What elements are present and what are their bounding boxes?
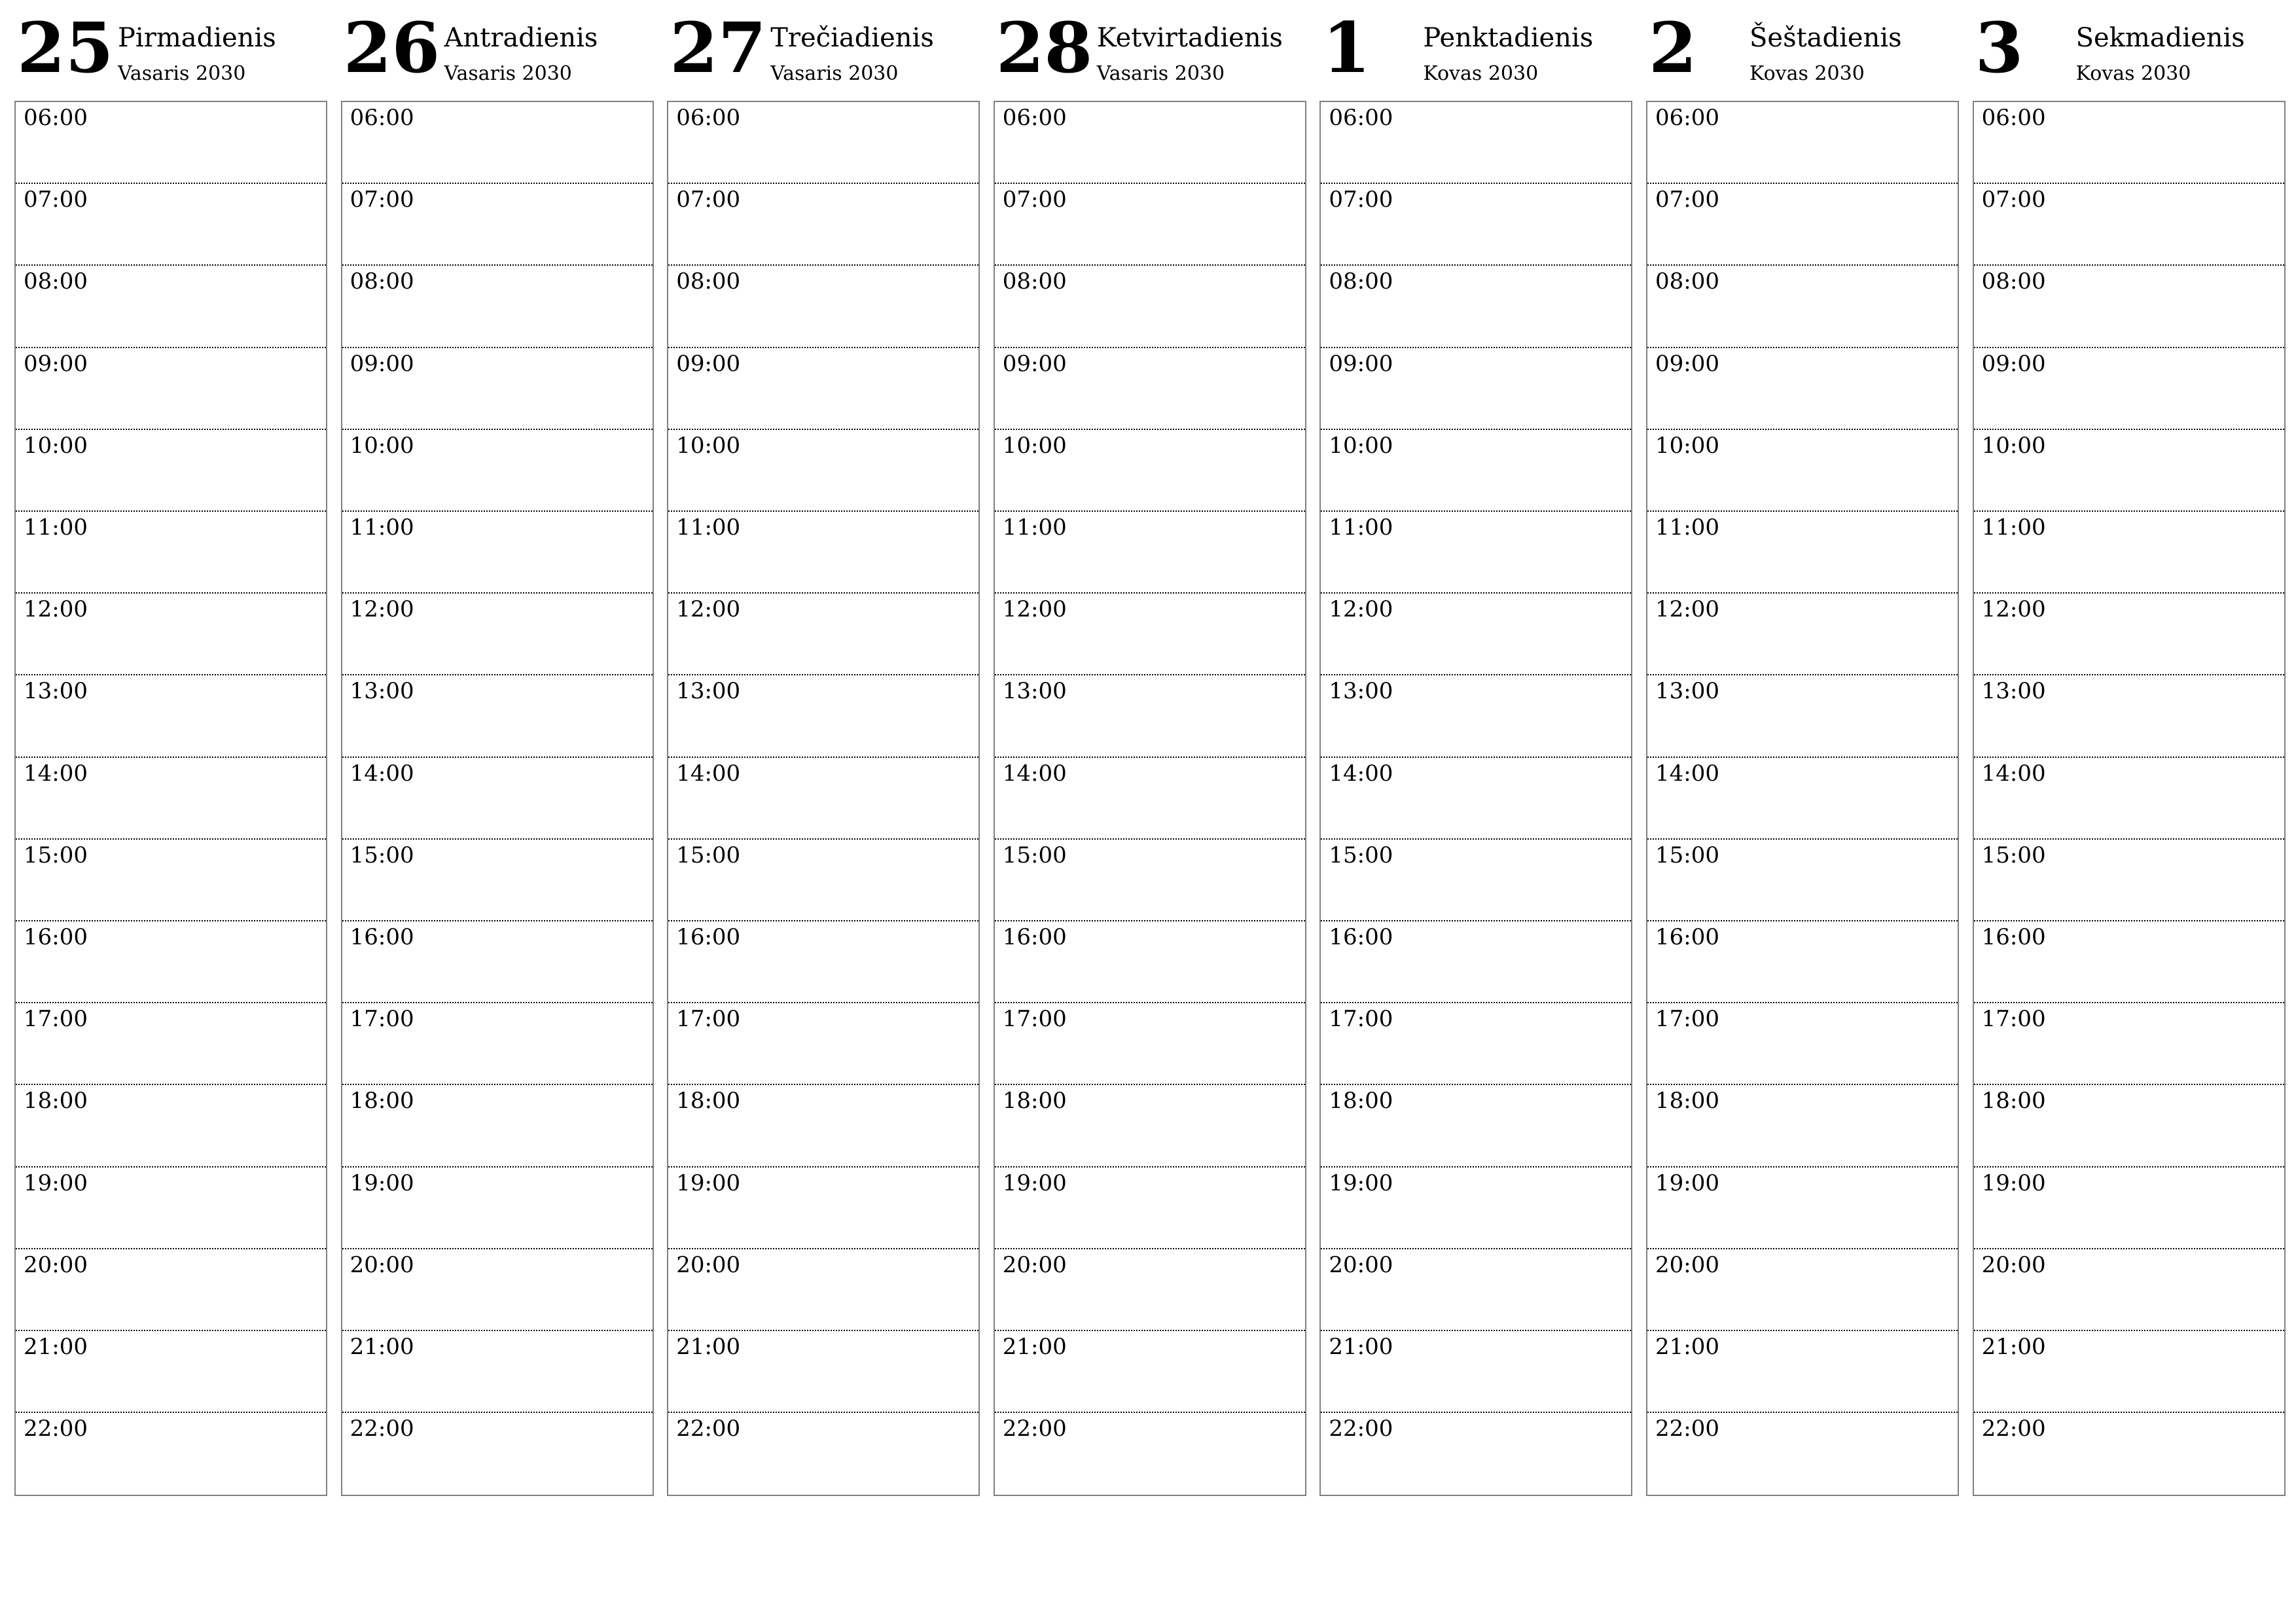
time-slot[interactable] bbox=[995, 348, 1305, 430]
time-label: 12:00 bbox=[1002, 596, 1067, 623]
time-label: 16:00 bbox=[1329, 924, 1393, 950]
time-slot[interactable] bbox=[1974, 1331, 2284, 1413]
time-slot[interactable] bbox=[1321, 675, 1631, 757]
time-slot[interactable] bbox=[16, 266, 326, 348]
time-slot[interactable] bbox=[995, 921, 1305, 1003]
time-label: 17:00 bbox=[1002, 1006, 1067, 1033]
time-slot[interactable] bbox=[668, 921, 978, 1003]
time-slot[interactable] bbox=[668, 1249, 978, 1331]
day-schedule-box bbox=[667, 101, 980, 1496]
time-slot[interactable] bbox=[342, 1168, 653, 1249]
time-label: 19:00 bbox=[1002, 1169, 1067, 1196]
time-slot[interactable] bbox=[1321, 1168, 1631, 1249]
time-label: 22:00 bbox=[24, 1416, 88, 1442]
time-label: 10:00 bbox=[676, 432, 741, 459]
time-label: 09:00 bbox=[1981, 350, 2046, 377]
time-label: 13:00 bbox=[1655, 678, 1719, 705]
time-slot[interactable] bbox=[1321, 921, 1631, 1003]
day-number: 28 bbox=[996, 7, 1093, 88]
time-slot[interactable] bbox=[16, 1085, 326, 1167]
time-label: 20:00 bbox=[1981, 1251, 2046, 1278]
time-slot[interactable] bbox=[1974, 840, 2284, 921]
time-slot[interactable] bbox=[16, 430, 326, 512]
day-number: 2 bbox=[1649, 7, 1697, 88]
time-label: 11:00 bbox=[1002, 514, 1067, 541]
time-label: 06:00 bbox=[1981, 105, 2046, 131]
month-year-label: Kovas 2030 bbox=[1423, 62, 1539, 85]
time-slot[interactable] bbox=[342, 1085, 653, 1167]
time-label: 21:00 bbox=[1329, 1334, 1393, 1360]
time-slot[interactable] bbox=[1647, 840, 1958, 921]
time-label: 09:00 bbox=[676, 350, 741, 377]
time-slot[interactable] bbox=[16, 1168, 326, 1249]
time-label: 15:00 bbox=[676, 842, 741, 868]
time-slot[interactable] bbox=[342, 348, 653, 430]
time-label: 20:00 bbox=[350, 1251, 414, 1278]
time-slot[interactable] bbox=[1974, 675, 2284, 757]
time-label: 09:00 bbox=[350, 350, 414, 377]
weekday-name: Antradienis bbox=[444, 23, 598, 53]
time-label: 12:00 bbox=[1329, 596, 1393, 623]
time-slot[interactable] bbox=[668, 512, 978, 594]
time-label: 21:00 bbox=[1002, 1334, 1067, 1360]
time-label: 09:00 bbox=[1002, 350, 1067, 377]
time-label: 13:00 bbox=[676, 678, 741, 705]
day-schedule-box bbox=[341, 101, 654, 1496]
day-header bbox=[1973, 0, 2286, 98]
time-slot[interactable] bbox=[1974, 758, 2284, 840]
time-slot[interactable] bbox=[995, 102, 1305, 184]
time-slot[interactable] bbox=[668, 594, 978, 675]
time-slot[interactable] bbox=[1647, 1413, 1958, 1493]
time-label: 22:00 bbox=[1002, 1416, 1067, 1442]
time-slot[interactable] bbox=[1647, 594, 1958, 675]
day-number: 1 bbox=[1322, 7, 1371, 88]
time-slot[interactable] bbox=[1974, 184, 2284, 266]
time-slot[interactable] bbox=[1321, 266, 1631, 348]
time-slot[interactable] bbox=[1321, 1331, 1631, 1413]
time-slot[interactable] bbox=[1647, 266, 1958, 348]
weekday-name: Šeštadienis bbox=[1749, 23, 1902, 53]
time-slot[interactable] bbox=[1321, 1413, 1631, 1493]
time-slot[interactable] bbox=[995, 266, 1305, 348]
time-slot[interactable] bbox=[1321, 430, 1631, 512]
time-slot[interactable] bbox=[1647, 1003, 1958, 1085]
time-label: 17:00 bbox=[676, 1006, 741, 1033]
time-label: 15:00 bbox=[350, 842, 414, 868]
time-label: 06:00 bbox=[350, 105, 414, 131]
time-label: 21:00 bbox=[350, 1334, 414, 1360]
time-slot[interactable] bbox=[1974, 1003, 2284, 1085]
time-label: 12:00 bbox=[676, 596, 741, 623]
time-label: 13:00 bbox=[1002, 678, 1067, 705]
time-slot[interactable] bbox=[1321, 184, 1631, 266]
time-slot[interactable] bbox=[1974, 1085, 2284, 1167]
time-slot[interactable] bbox=[1974, 266, 2284, 348]
time-label: 13:00 bbox=[24, 678, 88, 705]
time-label: 09:00 bbox=[24, 350, 88, 377]
day-schedule-box bbox=[14, 101, 327, 1496]
time-slot[interactable] bbox=[342, 758, 653, 840]
time-label: 06:00 bbox=[24, 105, 88, 131]
time-slot[interactable] bbox=[1321, 1249, 1631, 1331]
time-label: 20:00 bbox=[1655, 1251, 1719, 1278]
time-label: 22:00 bbox=[350, 1416, 414, 1442]
time-label: 22:00 bbox=[1655, 1416, 1719, 1442]
time-slot[interactable] bbox=[668, 348, 978, 430]
time-label: 08:00 bbox=[1002, 268, 1067, 295]
time-slot[interactable] bbox=[1647, 921, 1958, 1003]
time-slot[interactable] bbox=[1647, 430, 1958, 512]
time-label: 19:00 bbox=[676, 1169, 741, 1196]
day-header bbox=[341, 0, 654, 98]
time-slot[interactable] bbox=[995, 1413, 1305, 1493]
time-slot[interactable] bbox=[995, 1331, 1305, 1413]
day-number: 26 bbox=[343, 7, 440, 88]
time-label: 09:00 bbox=[1329, 350, 1393, 377]
time-slot[interactable] bbox=[342, 1249, 653, 1331]
time-label: 21:00 bbox=[1655, 1334, 1719, 1360]
time-slot[interactable] bbox=[342, 512, 653, 594]
time-slot[interactable] bbox=[1321, 102, 1631, 184]
day-header bbox=[994, 0, 1306, 98]
time-slot[interactable] bbox=[342, 102, 653, 184]
time-slot[interactable] bbox=[668, 675, 978, 757]
time-slot[interactable] bbox=[342, 1003, 653, 1085]
time-label: 19:00 bbox=[350, 1169, 414, 1196]
time-slot[interactable] bbox=[1974, 921, 2284, 1003]
month-year-label: Vasaris 2030 bbox=[770, 62, 899, 85]
time-label: 20:00 bbox=[24, 1251, 88, 1278]
time-slot[interactable] bbox=[1321, 840, 1631, 921]
time-label: 22:00 bbox=[676, 1416, 741, 1442]
time-slot[interactable] bbox=[342, 921, 653, 1003]
time-slot[interactable] bbox=[668, 1003, 978, 1085]
time-slot[interactable] bbox=[1321, 758, 1631, 840]
time-slot[interactable] bbox=[16, 1413, 326, 1493]
time-slot[interactable] bbox=[995, 1085, 1305, 1167]
time-label: 10:00 bbox=[1002, 432, 1067, 459]
day-header bbox=[667, 0, 980, 98]
time-slot[interactable] bbox=[1974, 594, 2284, 675]
time-slot[interactable] bbox=[1647, 512, 1958, 594]
day-schedule-box bbox=[1973, 101, 2286, 1496]
time-label: 17:00 bbox=[1329, 1006, 1393, 1033]
day-schedule-box bbox=[1319, 101, 1632, 1496]
time-slot[interactable] bbox=[16, 1331, 326, 1413]
time-slot[interactable] bbox=[1321, 512, 1631, 594]
day-header bbox=[1319, 0, 1632, 98]
time-label: 10:00 bbox=[1655, 432, 1719, 459]
month-year-label: Kovas 2030 bbox=[2075, 62, 2191, 85]
weekday-name: Ketvirtadienis bbox=[1096, 23, 1283, 53]
time-slot[interactable] bbox=[668, 840, 978, 921]
time-label: 18:00 bbox=[350, 1088, 414, 1115]
time-slot[interactable] bbox=[16, 102, 326, 184]
time-label: 14:00 bbox=[24, 760, 88, 787]
time-label: 16:00 bbox=[24, 924, 88, 950]
time-label: 11:00 bbox=[24, 514, 88, 541]
time-label: 21:00 bbox=[24, 1334, 88, 1360]
day-number: 27 bbox=[670, 7, 766, 88]
time-label: 16:00 bbox=[1002, 924, 1067, 950]
time-slot[interactable] bbox=[342, 430, 653, 512]
time-label: 16:00 bbox=[676, 924, 741, 950]
time-slot[interactable] bbox=[995, 184, 1305, 266]
time-slot[interactable] bbox=[995, 1003, 1305, 1085]
time-slot[interactable] bbox=[668, 430, 978, 512]
day-schedule-box bbox=[994, 101, 1306, 1496]
time-label: 19:00 bbox=[1655, 1169, 1719, 1196]
time-slot[interactable] bbox=[1647, 1085, 1958, 1167]
time-label: 13:00 bbox=[350, 678, 414, 705]
day-number: 3 bbox=[1975, 7, 2024, 88]
time-slot[interactable] bbox=[1974, 348, 2284, 430]
time-slot[interactable] bbox=[342, 594, 653, 675]
time-label: 07:00 bbox=[350, 187, 414, 213]
time-label: 16:00 bbox=[350, 924, 414, 950]
time-label: 17:00 bbox=[350, 1006, 414, 1033]
month-year-label: Vasaris 2030 bbox=[444, 62, 572, 85]
time-label: 14:00 bbox=[1002, 760, 1067, 787]
time-slot[interactable] bbox=[668, 184, 978, 266]
time-label: 11:00 bbox=[1981, 514, 2046, 541]
time-label: 10:00 bbox=[1981, 432, 2046, 459]
time-label: 17:00 bbox=[1981, 1006, 2046, 1033]
time-label: 06:00 bbox=[1329, 105, 1393, 131]
weekday-name: Sekmadienis bbox=[2075, 23, 2245, 53]
time-slot[interactable] bbox=[1321, 1003, 1631, 1085]
time-label: 14:00 bbox=[350, 760, 414, 787]
time-slot[interactable] bbox=[16, 348, 326, 430]
time-label: 12:00 bbox=[24, 596, 88, 623]
time-label: 11:00 bbox=[676, 514, 741, 541]
time-label: 10:00 bbox=[24, 432, 88, 459]
time-label: 11:00 bbox=[1655, 514, 1719, 541]
time-label: 20:00 bbox=[676, 1251, 741, 1278]
time-label: 08:00 bbox=[676, 268, 741, 295]
time-slot[interactable] bbox=[16, 1003, 326, 1085]
time-slot[interactable] bbox=[16, 1249, 326, 1331]
time-slot[interactable] bbox=[342, 1331, 653, 1413]
time-slot[interactable] bbox=[995, 675, 1305, 757]
time-label: 15:00 bbox=[1002, 842, 1067, 868]
time-label: 12:00 bbox=[1981, 596, 2046, 623]
time-label: 15:00 bbox=[1981, 842, 2046, 868]
time-label: 14:00 bbox=[676, 760, 741, 787]
time-label: 15:00 bbox=[1329, 842, 1393, 868]
time-slot[interactable] bbox=[668, 266, 978, 348]
month-year-label: Vasaris 2030 bbox=[118, 62, 246, 85]
time-label: 10:00 bbox=[1329, 432, 1393, 459]
time-slot[interactable] bbox=[1321, 348, 1631, 430]
time-slot[interactable] bbox=[1647, 102, 1958, 184]
time-slot[interactable] bbox=[995, 594, 1305, 675]
time-slot[interactable] bbox=[1647, 1331, 1958, 1413]
day-number: 25 bbox=[17, 7, 114, 88]
time-label: 07:00 bbox=[1981, 187, 2046, 213]
time-label: 11:00 bbox=[350, 514, 414, 541]
time-slot[interactable] bbox=[668, 1168, 978, 1249]
time-label: 14:00 bbox=[1655, 760, 1719, 787]
time-label: 08:00 bbox=[350, 268, 414, 295]
time-slot[interactable] bbox=[1647, 758, 1958, 840]
time-slot[interactable] bbox=[16, 675, 326, 757]
time-slot[interactable] bbox=[1321, 594, 1631, 675]
time-label: 18:00 bbox=[1329, 1088, 1393, 1115]
time-slot[interactable] bbox=[16, 840, 326, 921]
time-label: 19:00 bbox=[1981, 1169, 2046, 1196]
time-label: 13:00 bbox=[1981, 678, 2046, 705]
time-slot[interactable] bbox=[1647, 1168, 1958, 1249]
time-slot[interactable] bbox=[668, 102, 978, 184]
time-label: 17:00 bbox=[24, 1006, 88, 1033]
time-slot[interactable] bbox=[1974, 512, 2284, 594]
time-label: 18:00 bbox=[24, 1088, 88, 1115]
time-slot[interactable] bbox=[16, 921, 326, 1003]
time-slot[interactable] bbox=[1321, 1085, 1631, 1167]
time-slot[interactable] bbox=[1647, 348, 1958, 430]
time-slot[interactable] bbox=[16, 758, 326, 840]
time-label: 08:00 bbox=[1329, 268, 1393, 295]
time-label: 15:00 bbox=[24, 842, 88, 868]
time-label: 13:00 bbox=[1329, 678, 1393, 705]
time-label: 21:00 bbox=[1981, 1334, 2046, 1360]
time-slot[interactable] bbox=[668, 758, 978, 840]
time-slot[interactable] bbox=[1974, 1168, 2284, 1249]
time-label: 12:00 bbox=[350, 596, 414, 623]
time-label: 20:00 bbox=[1329, 1251, 1393, 1278]
time-label: 18:00 bbox=[1002, 1088, 1067, 1115]
time-slot[interactable] bbox=[1974, 102, 2284, 184]
weekday-name: Penktadienis bbox=[1423, 23, 1594, 53]
time-label: 07:00 bbox=[24, 187, 88, 213]
time-label: 16:00 bbox=[1981, 924, 2046, 950]
time-label: 22:00 bbox=[1329, 1416, 1393, 1442]
time-slot[interactable] bbox=[1647, 1249, 1958, 1331]
time-label: 16:00 bbox=[1655, 924, 1719, 950]
time-label: 09:00 bbox=[1655, 350, 1719, 377]
time-label: 11:00 bbox=[1329, 514, 1393, 541]
time-label: 22:00 bbox=[1981, 1416, 2046, 1442]
time-label: 06:00 bbox=[1655, 105, 1719, 131]
time-label: 07:00 bbox=[1002, 187, 1067, 213]
time-label: 20:00 bbox=[1002, 1251, 1067, 1278]
day-schedule-box bbox=[1646, 101, 1959, 1496]
weekday-name: Pirmadienis bbox=[118, 23, 276, 53]
time-label: 06:00 bbox=[1002, 105, 1067, 131]
time-slot[interactable] bbox=[16, 184, 326, 266]
time-slot[interactable] bbox=[16, 594, 326, 675]
time-slot[interactable] bbox=[1974, 1249, 2284, 1331]
time-slot[interactable] bbox=[342, 1413, 653, 1493]
month-year-label: Vasaris 2030 bbox=[1096, 62, 1225, 85]
time-slot[interactable] bbox=[668, 1331, 978, 1413]
time-label: 06:00 bbox=[676, 105, 741, 131]
time-label: 14:00 bbox=[1981, 760, 2046, 787]
time-slot[interactable] bbox=[342, 266, 653, 348]
time-slot[interactable] bbox=[1647, 675, 1958, 757]
time-label: 19:00 bbox=[24, 1169, 88, 1196]
time-label: 07:00 bbox=[1655, 187, 1719, 213]
time-label: 08:00 bbox=[1981, 268, 2046, 295]
time-slot[interactable] bbox=[1974, 1413, 2284, 1493]
time-label: 18:00 bbox=[676, 1088, 741, 1115]
day-header bbox=[14, 0, 327, 98]
time-label: 07:00 bbox=[1329, 187, 1393, 213]
time-slot[interactable] bbox=[1974, 430, 2284, 512]
time-slot[interactable] bbox=[668, 1085, 978, 1167]
time-slot[interactable] bbox=[995, 1249, 1305, 1331]
month-year-label: Kovas 2030 bbox=[1749, 62, 1865, 85]
time-label: 18:00 bbox=[1655, 1088, 1719, 1115]
time-label: 08:00 bbox=[1655, 268, 1719, 295]
time-label: 15:00 bbox=[1655, 842, 1719, 868]
time-slot[interactable] bbox=[342, 184, 653, 266]
time-slot[interactable] bbox=[995, 1168, 1305, 1249]
time-slot[interactable] bbox=[995, 840, 1305, 921]
time-slot[interactable] bbox=[342, 840, 653, 921]
time-slot[interactable] bbox=[995, 430, 1305, 512]
time-slot[interactable] bbox=[342, 675, 653, 757]
time-slot[interactable] bbox=[1647, 184, 1958, 266]
day-header bbox=[1646, 0, 1959, 98]
time-label: 17:00 bbox=[1655, 1006, 1719, 1033]
time-slot[interactable] bbox=[16, 512, 326, 594]
time-slot[interactable] bbox=[995, 512, 1305, 594]
weekday-name: Trečiadienis bbox=[770, 23, 934, 53]
time-slot[interactable] bbox=[668, 1413, 978, 1493]
time-label: 21:00 bbox=[676, 1334, 741, 1360]
time-label: 19:00 bbox=[1329, 1169, 1393, 1196]
time-label: 07:00 bbox=[676, 187, 741, 213]
time-slot[interactable] bbox=[995, 758, 1305, 840]
time-label: 12:00 bbox=[1655, 596, 1719, 623]
time-label: 18:00 bbox=[1981, 1088, 2046, 1115]
time-label: 14:00 bbox=[1329, 760, 1393, 787]
time-label: 10:00 bbox=[350, 432, 414, 459]
time-label: 08:00 bbox=[24, 268, 88, 295]
